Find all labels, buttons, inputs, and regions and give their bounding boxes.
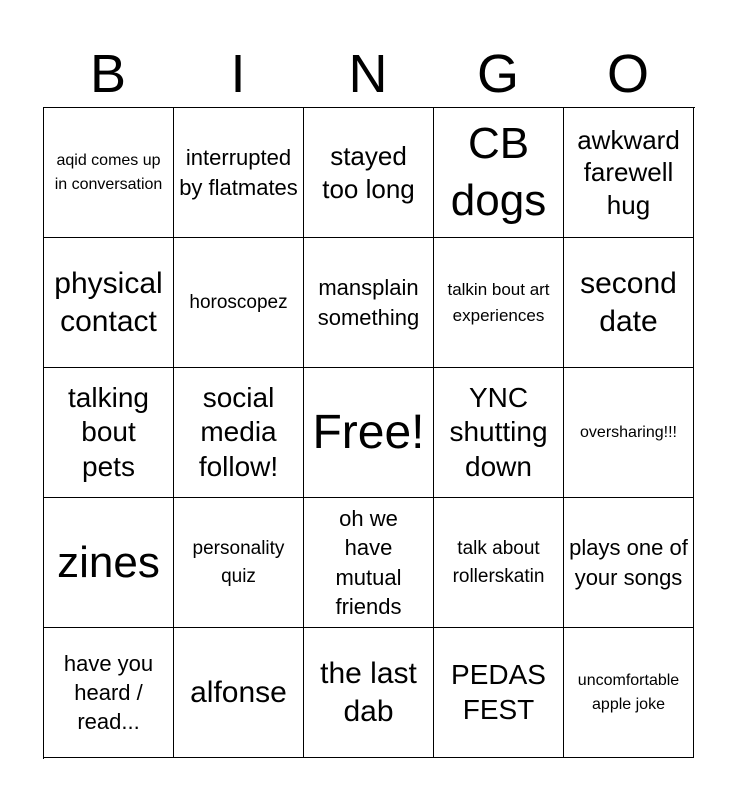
bingo-cell-r4c2[interactable]: personality quiz — [174, 498, 304, 628]
bingo-cell-r2c1[interactable]: physical contact — [44, 238, 174, 368]
bingo-cell-r4c4[interactable]: talk about rollerskatin — [434, 498, 564, 628]
bingo-cell-r2c2[interactable]: horoscopez — [174, 238, 304, 368]
bingo-cell-r1c5[interactable]: awkward farewell hug — [564, 108, 694, 238]
bingo-cell-r1c2[interactable]: interrupted by flatmates — [174, 108, 304, 238]
bingo-cell-r4c3[interactable]: oh we have mutual friends — [304, 498, 434, 628]
bingo-cell-r1c4[interactable]: CB dogs — [434, 108, 564, 238]
bingo-cell-r5c2[interactable]: alfonse — [174, 628, 304, 758]
bingo-cell-r5c4[interactable]: PEDAS FEST — [434, 628, 564, 758]
free-space-cell[interactable]: Free! — [304, 368, 434, 498]
header-letter-g: G — [476, 44, 519, 104]
bingo-cell-r3c1[interactable]: talking bout pets — [44, 368, 174, 498]
bingo-cell-r2c5[interactable]: second date — [564, 238, 694, 368]
bingo-cell-r3c5[interactable]: oversharing!!! — [564, 368, 694, 498]
bingo-cell-r4c1[interactable]: zines — [44, 498, 174, 628]
bingo-header — [43, 42, 693, 106]
bingo-board — [43, 107, 695, 759]
bingo-cell-r5c3[interactable]: the last dab — [304, 628, 434, 758]
bingo-cell-r4c5[interactable]: plays one of your songs — [564, 498, 694, 628]
bingo-cell-r1c1[interactable]: aqid comes up in conversation — [44, 108, 174, 238]
bingo-cell-r2c3[interactable]: mansplain something — [304, 238, 434, 368]
header-letter-i: I — [230, 44, 246, 104]
header-letter-b: B — [89, 44, 127, 104]
bingo-cell-r3c2[interactable]: social media follow! — [174, 368, 304, 498]
header-letter-o: O — [606, 44, 649, 104]
header-letter-n: N — [348, 44, 388, 104]
bingo-cell-r2c4[interactable]: talkin bout art experiences — [434, 238, 564, 368]
bingo-cell-r5c1[interactable]: have you heard / read... — [44, 628, 174, 758]
bingo-cell-r5c5[interactable]: uncomfortable apple joke — [564, 628, 694, 758]
bingo-cell-r1c3[interactable]: stayed too long — [304, 108, 434, 238]
bingo-cell-r3c4[interactable]: YNC shutting down — [434, 368, 564, 498]
